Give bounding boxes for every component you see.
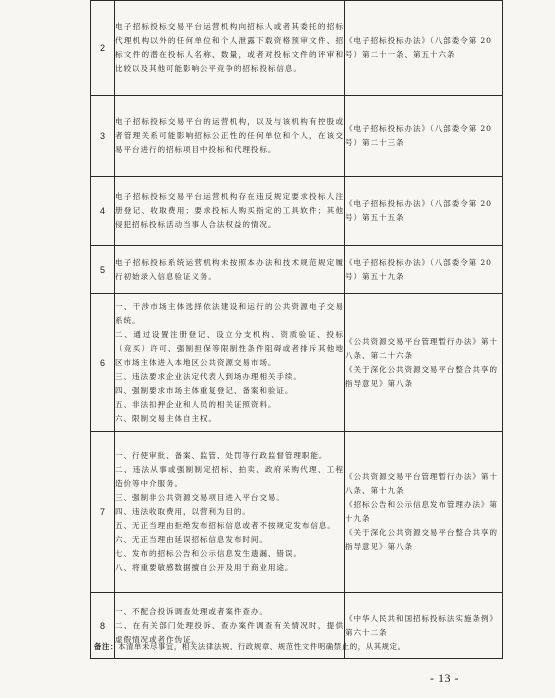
row-legal-basis [345,177,503,246]
row-number: 4 [91,177,115,246]
content-line: 一、行使审批、备案、监管、处罚等行政监督管理职能。 [115,451,328,460]
row-content: 电子招标投标交易平台运营机构向招标人或者其委托的招标代理机构以外的任何单位和个人泄露下载资格预审文件、招标文件的潜在投标人名称、数量，或者对投标文件的评审和比较以及其他可能影响公平竞争的招标投标信息。 [115,1,345,96]
content-line: 二、违法从事或强制制定招标、拍卖、政府采购代理、工程造价等中介服务。 [115,465,344,488]
table-row [91,432,503,593]
row-number: 6 [91,294,115,432]
row-content [115,432,345,593]
row-number: 3 [91,96,115,177]
note-text: 本清单未尽事宜，相关法律法规、行政规章、规范性文件明确禁止的，从其规定。 [117,642,406,651]
basis-line: 《公共资源交易平台管理暂行办法》第十八条、第十九条 [345,472,498,495]
table-row [91,96,503,177]
row-content: 电子招标投标交易平台的运营机构，以及与该机构有控股或者管理关系可能影响招标公正性的任何单位和个人，在该交易平台进行的招标项目中投标和代理投标。 [115,96,345,177]
row-content: 电子招标投标系统运营机构未按照本办法和技术规范规定履行初始录入信息验证义务。 [115,246,345,294]
row-legal-basis [345,96,503,177]
content-line: 一、干涉市场主体选择依法建设和运行的公共资源电子交易系统。 [115,301,344,325]
table-row [91,1,503,96]
basis-line: 《电子招标投标办法》（八部委令第 20 号）第二十三条 [345,124,492,147]
content-line: 五、无正当理由拒绝发布招标信息或者不按规定发布信息。 [115,521,336,530]
content-line: 四、违法收取费用，以营利为目的。 [115,507,251,516]
basis-line: 《关于深化公共资源交易平台整合共享的指导意见》第八条 [345,364,498,388]
basis-line: 《中华人民共和国招标投标法实施条例》第六十二条 [345,613,498,637]
row-legal-basis [345,432,503,593]
content-line: 三、违法要求企业法定代表人到场办理相关手续。 [115,371,302,381]
basis-line: 《关于深化公共资源交易平台整合共享的指导意见》第八条 [345,528,498,551]
basis-line: 《招标公告和公示信息发布管理办法》第十九条 [345,500,498,523]
content-line: 四、强制要求市场主体重复登记、备案和验证。 [115,385,294,395]
basis-line: 《电子招标投标办法》（八部委令第 20 号）第五十五条 [345,199,492,222]
content-line: 八、将重要敏感数据擅自公开及用于商业用途。 [115,563,294,572]
row-legal-basis [345,246,503,294]
row-number: 5 [91,246,115,294]
row-number: 7 [91,432,115,593]
basis-line: 《电子招标投标办法》（八部委令第 20 号）第五十九条 [345,257,492,281]
basis-line: 《公共资源交易平台管理暂行办法》第十八条、第二十六条 [345,336,498,360]
content-line: 一、不配合投诉调查处理或者案件查办。 [115,606,268,616]
content-line: 六、无正当理由延误招标信息发布时间。 [115,535,268,544]
table-row [91,246,503,294]
content-line: 七、发布的招标公告和公示信息发生遗漏、错误。 [115,549,302,558]
note-label: 备注： [94,642,118,651]
page-number: - 13 - [430,671,459,685]
prohibited-conduct-table [90,0,503,659]
row-legal-basis [345,294,503,432]
row-number: 2 [91,1,115,96]
content-line: 二、在有关部门处理投诉、查办案件调查有关情况时，提供虚假情况或者作伪证。 [115,620,344,644]
content-line: 五、非法扣押企业和人员的相关证照资料。 [115,399,277,409]
footnote [94,641,514,652]
row-content [115,294,345,432]
row-content: 电子招标投标交易平台运营机构存在违反规定要求投标人注册登记、收取费用；要求投标人购买指定的工具软件；其他侵犯招标投标活动当事人合法权益的情况。 [115,177,345,246]
content-line: 三、强制非公共资源交易项目进入平台交易。 [115,493,285,502]
table-row [91,294,503,432]
document-sheet [90,0,502,659]
row-number: 8 [91,593,115,659]
basis-line: 《电子招标投标办法》（八部委令第 20 号）第二十一条、第五十六条 [345,36,492,59]
content-line: 二、通过设置注册登记、设立分支机构、资质验证、投标（竞买）许可、强制担保等限制性条件阻碍或者排斥其他地区市场主体进入本地区公共资源交易市场。 [115,329,344,367]
table-row [91,177,503,246]
content-line: 六、限制交易主体自主权。 [115,413,217,423]
row-legal-basis [345,1,503,96]
